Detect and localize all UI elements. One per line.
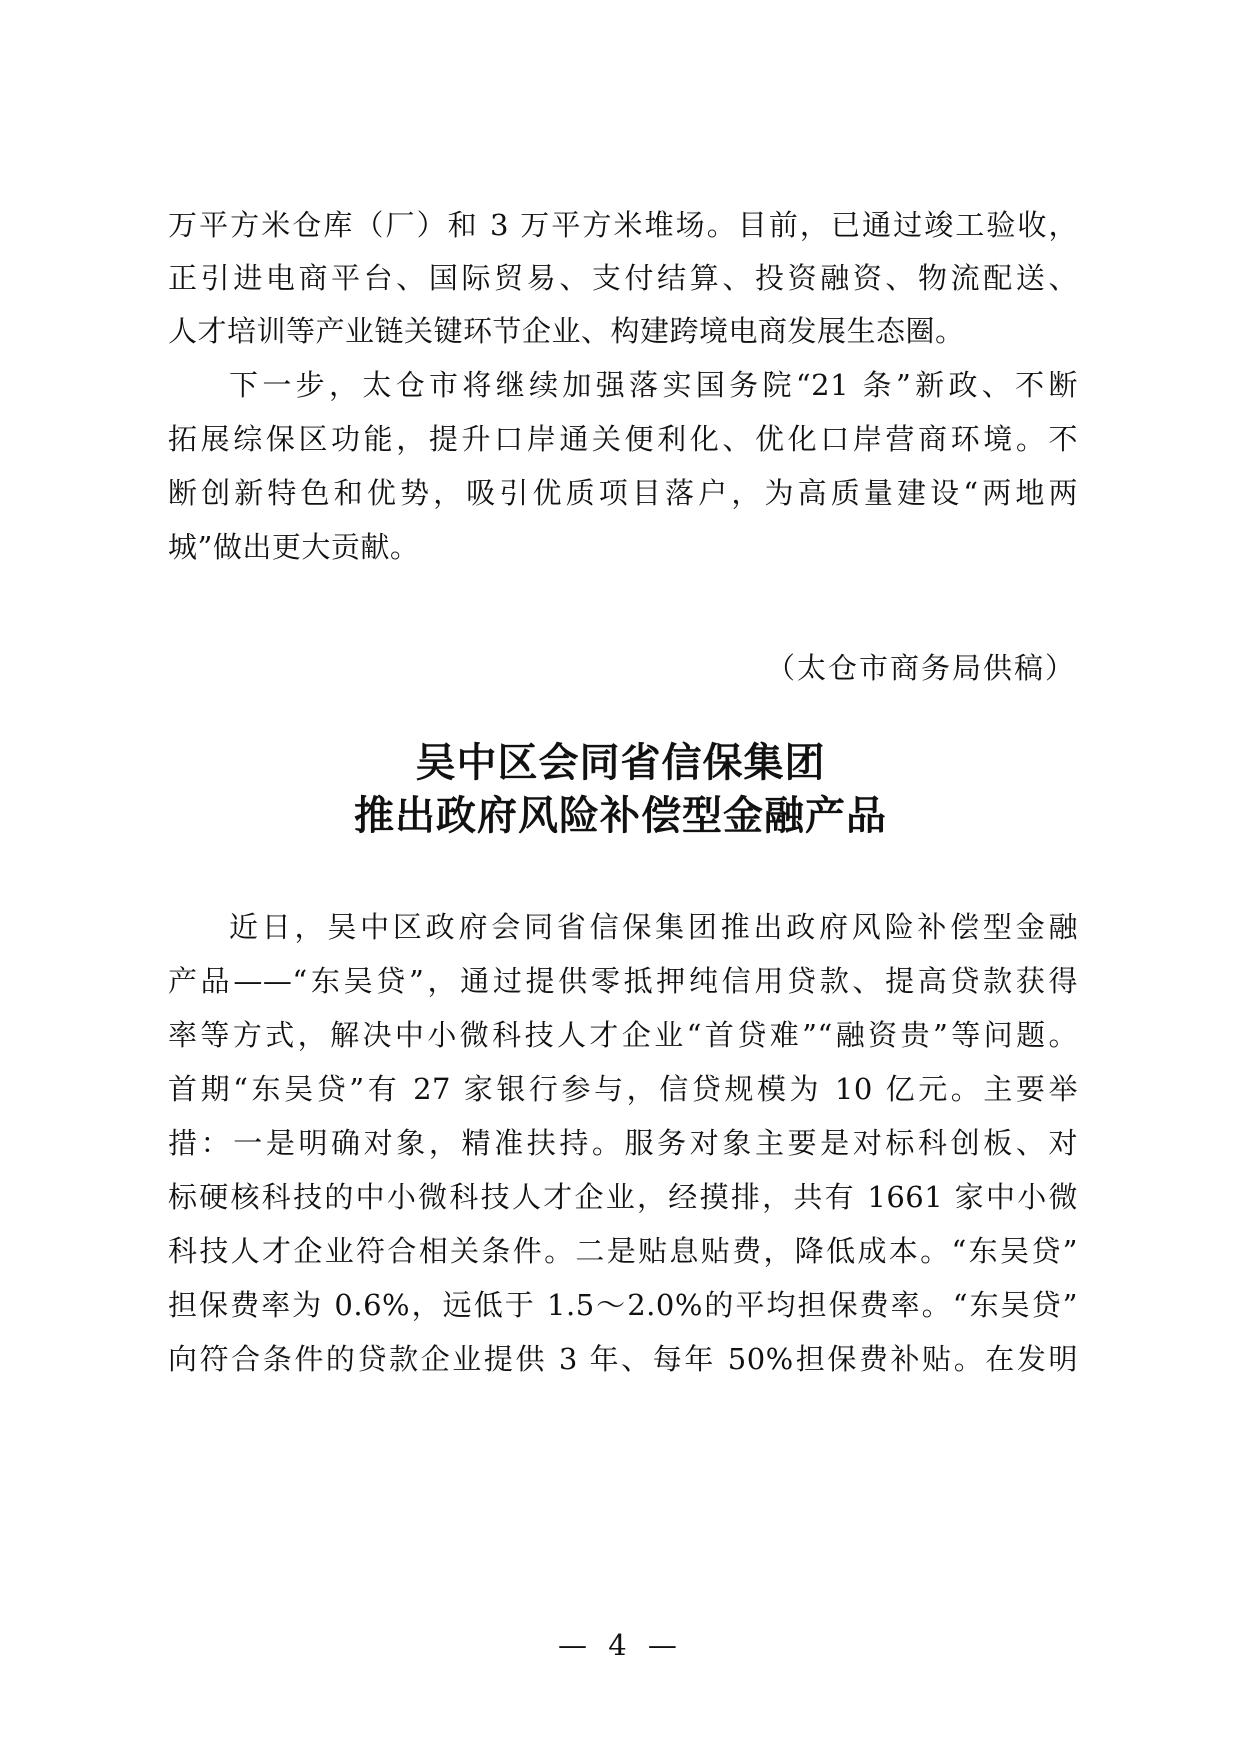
paragraph-line: 城”做出更大贡献。 [168,530,420,564]
paragraph-line: 科技人才企业符合相关条件。二是贴息贴费，降低成本。“东吴贷” [168,1234,1078,1268]
paragraph-line: 措：一是明确对象，精准扶持。服务对象主要是对标科创板、对 [168,1126,1078,1160]
paragraph-line: 下一步，太仓市将继续加强落实国务院“21 条”新政、不断 [229,368,1078,402]
paragraph-line: 标硬核科技的中小微科技人才企业，经摸排，共有 1661 家中小微 [168,1180,1078,1214]
paragraph-line: 近日，吴中区政府会同省信保集团推出政府风险补偿型金融 [229,910,1078,944]
paragraph-line: 率等方式，解决中小微科技人才企业“首贷难”“融资贵”等问题。 [168,1018,1078,1052]
paragraph-line: 向符合条件的贷款企业提供 3 年、每年 50%担保费补贴。在发明 [168,1342,1078,1376]
paragraph-line: 产品——“东吴贷”，通过提供零抵押纯信用贷款、提高贷款获得 [168,964,1078,998]
source-credit: （太仓市商务局供稿） [765,651,1076,685]
paragraph-line: 首期“东吴贷”有 27 家银行参与，信贷规模为 10 亿元。主要举 [168,1072,1079,1106]
article-title-line-2: 推出政府风险补偿型金融产品 [354,793,887,839]
paragraph-line: 断创新特色和优势，吸引优质项目落户，为高质量建设“两地两 [168,476,1078,510]
page-number: — 4 — [558,1628,683,1662]
article-title-line-1: 吴中区会同省信保集团 [415,740,826,786]
paragraph-line: 人才培训等产业链关键环节企业、构建跨境电商发展生态圈。 [168,314,965,348]
paragraph-line: 担保费率为 0.6%，远低于 1.5～2.0%的平均担保费率。“东吴贷” [168,1288,1078,1322]
paragraph-line: 正引进电商平台、国际贸易、支付结算、投资融资、物流配送、 [168,261,1078,295]
paragraph-line: 拓展综保区功能，提升口岸通关便利化、优化口岸营商环境。不 [168,422,1078,456]
paragraph-line: 万平方米仓库（厂）和 3 万平方米堆场。目前，已通过竣工验收， [168,208,1078,242]
